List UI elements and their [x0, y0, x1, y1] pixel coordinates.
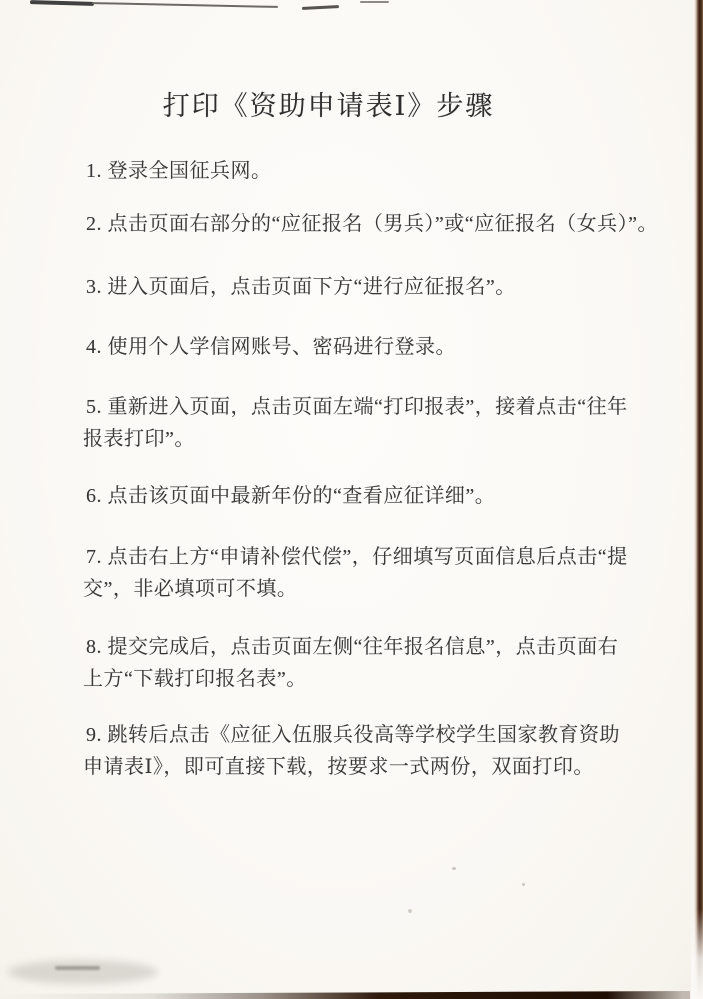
step-9: [83, 719, 620, 783]
step-7-text-line-1: 7. 点击右上方“申请补偿代偿”，仔细填写页面信息后点击“提: [86, 546, 628, 568]
step-3-text: 3. 进入页面后，点击页面下方“进行应征报名”。: [86, 276, 516, 298]
scan-smudge-streak: [55, 966, 100, 970]
step-6-text: 6. 点击该页面中最新年份的“查看应征详细”。: [86, 485, 496, 507]
step-7-text-line-2: 交”，非必填项可不填。: [83, 578, 298, 600]
step-7: [83, 541, 628, 605]
step-2-text: 2. 点击页面右部分的“应征报名（男兵）”或“应征报名（女兵）”。: [86, 213, 659, 235]
scan-speck: [522, 883, 525, 886]
step-8-text-line-2: 上方“下载打印报名表”。: [83, 668, 307, 690]
paper-right-edge-shadow: [694, 0, 703, 999]
step-6: [86, 480, 495, 512]
top-edge-dash: [302, 5, 339, 10]
step-8: [83, 631, 619, 695]
step-2: [86, 208, 658, 240]
scan-speck: [408, 909, 412, 913]
top-edge-hairline: [92, 2, 278, 8]
step-9-text-line-2: 申请表Ⅰ》，即可直接下载，按要求一式两份，双面打印。: [83, 756, 594, 778]
top-edge-dash-faint: [360, 1, 389, 3]
scan-smudge: [8, 960, 158, 984]
scan-speck: [452, 867, 456, 870]
step-4: [86, 331, 456, 363]
top-edge-mark: [30, 0, 94, 6]
paper-right-edge-fade: [691, 909, 703, 999]
paper-bottom-edge-shadow: [0, 991, 690, 999]
step-4-text: 4. 使用个人学信网账号、密码进行登录。: [86, 336, 456, 358]
document-title: 打印《资助申请表Ⅰ》步骤: [162, 91, 495, 121]
step-1-text: 1. 登录全国征兵网。: [86, 160, 272, 182]
step-5: [83, 391, 628, 455]
step-5-text-line-2: 报表打印”。: [83, 428, 195, 450]
step-1: [86, 155, 272, 187]
step-8-text-line-1: 8. 提交完成后，点击页面左侧“往年报名信息”，点击页面右: [86, 636, 619, 658]
step-5-text-line-1: 5. 重新进入页面，点击页面左端“打印报表”，接着点击“往年: [86, 396, 628, 418]
step-9-text-line-1: 9. 跳转后点击《应征入伍服兵役高等学校学生国家教育资助: [86, 724, 620, 746]
step-3: [86, 271, 516, 303]
